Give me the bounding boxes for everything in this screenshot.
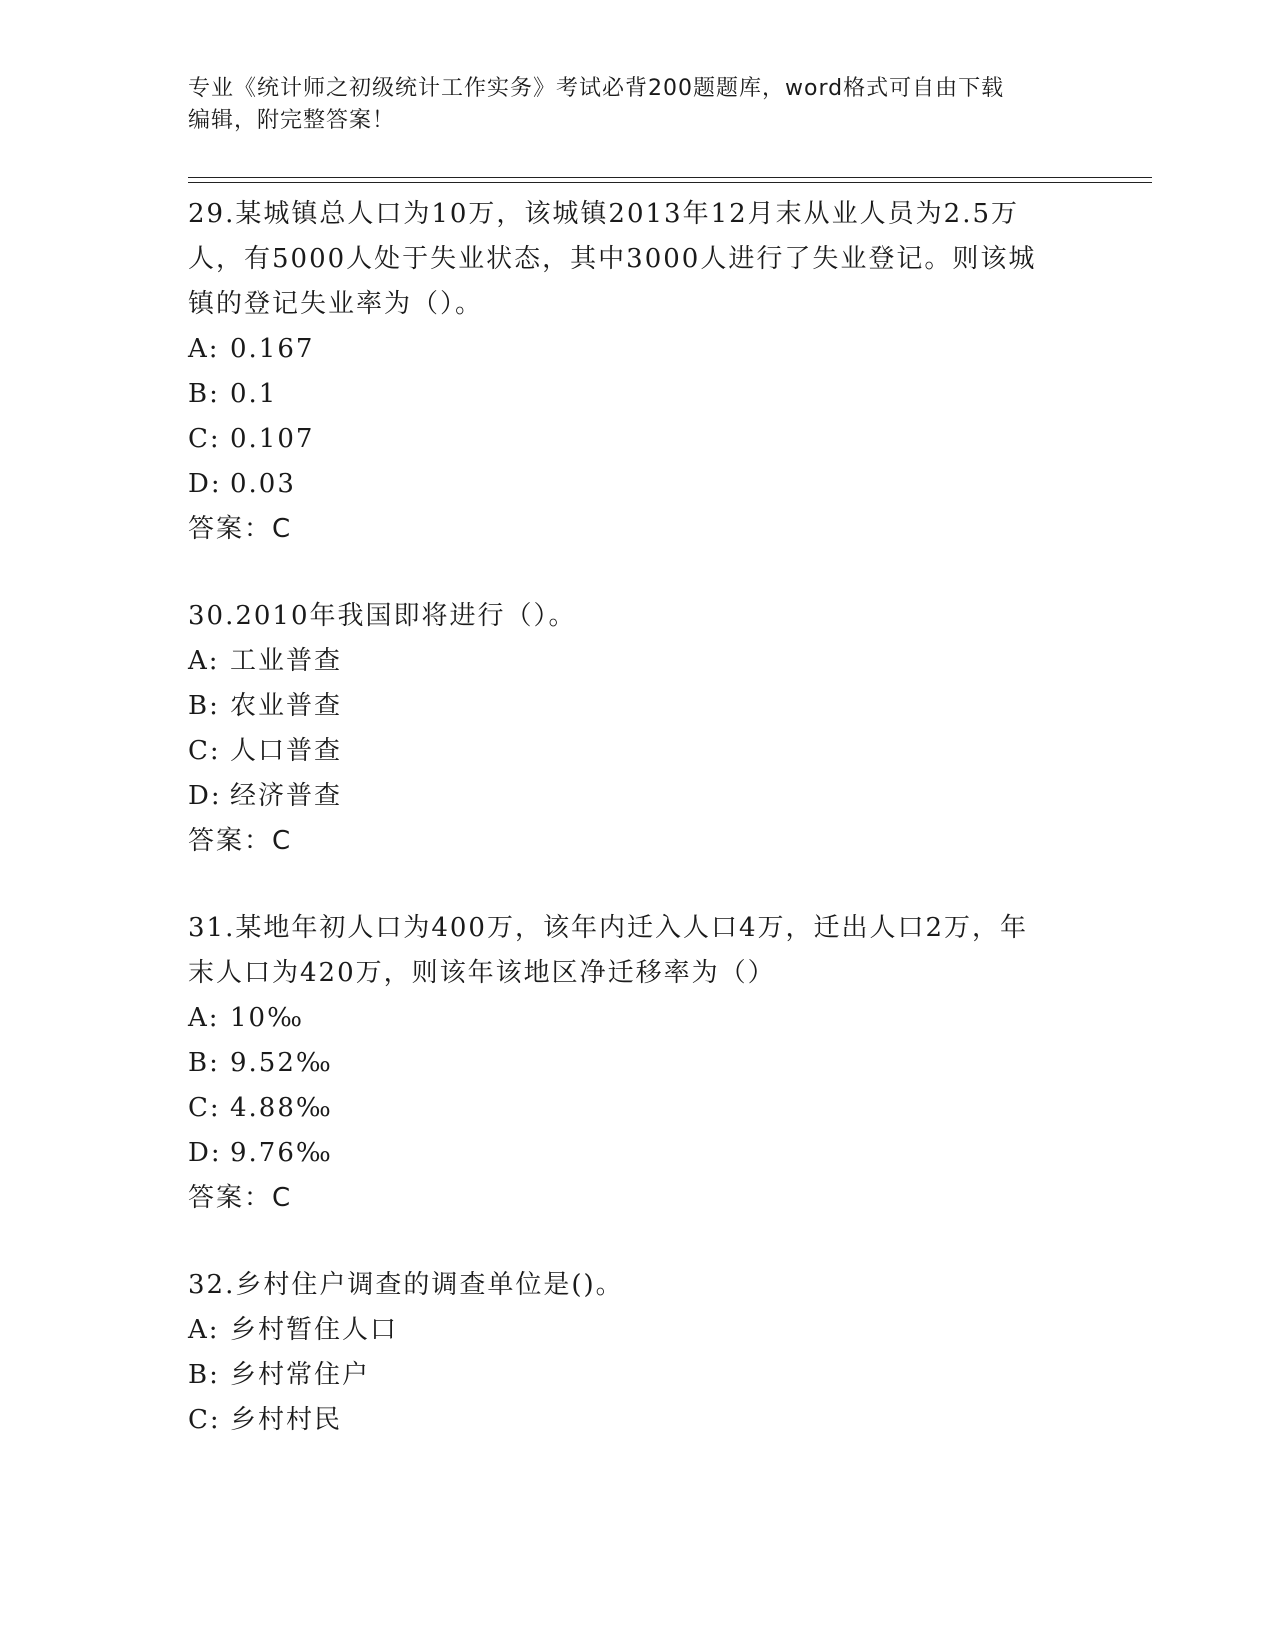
option-text: 9.76‰ — [230, 1138, 333, 1168]
question-block — [188, 906, 1088, 1221]
option-text: 4.88‰ — [230, 1093, 333, 1123]
answer-line — [188, 819, 1088, 864]
answer-option — [188, 1353, 1088, 1398]
header-divider-top — [188, 177, 1152, 178]
answer-label: 答案： — [188, 826, 273, 856]
header-line-2: 编辑，附完整答案！ — [188, 108, 396, 133]
option-text: 9.52‰ — [230, 1048, 333, 1078]
question-stem-line: 29.某城镇总人口为10万，该城镇2013年12月末从业人员为2.5万 — [188, 199, 1020, 229]
option-text: 0.107 — [230, 424, 315, 454]
answer-option — [188, 774, 1088, 819]
option-text: 人口普查 — [230, 736, 343, 766]
question-block — [188, 594, 1088, 864]
option-letter: B: — [188, 1048, 220, 1078]
answer-option — [188, 417, 1088, 462]
answer-option — [188, 639, 1088, 684]
option-letter: D: — [188, 469, 222, 499]
option-letter: D: — [188, 1138, 222, 1168]
answer-option — [188, 729, 1088, 774]
question-stem-line: 32.乡村住户调查的调查单位是()。 — [188, 1270, 624, 1300]
question-block — [188, 1263, 1088, 1443]
answer-option — [188, 327, 1088, 372]
option-letter: A: — [188, 1003, 220, 1033]
answer-value: C — [272, 514, 293, 544]
option-letter: C: — [188, 1093, 221, 1123]
answer-value: C — [272, 1183, 293, 1213]
option-letter: C: — [188, 1405, 221, 1435]
option-letter: A: — [188, 1315, 220, 1345]
option-text: 农业普查 — [230, 691, 343, 721]
answer-label: 答案： — [188, 1183, 273, 1213]
answer-line — [188, 1176, 1088, 1221]
answer-option — [188, 1398, 1088, 1443]
option-text: 经济普查 — [230, 781, 343, 811]
question-stem-line: 人，有5000人处于失业状态，其中3000人进行了失业登记。则该城 — [188, 244, 1037, 274]
answer-option — [188, 684, 1088, 729]
question-stem-line: 31.某地年初人口为400万，该年内迁入人口4万，迁出人口2万，年 — [188, 913, 1029, 943]
option-letter: C: — [188, 736, 221, 766]
question-stem-line: 末人口为420万，则该年该地区净迁移率为（） — [188, 958, 776, 988]
question-stem-line: 镇的登记失业率为（）。 — [188, 289, 484, 319]
option-text: 工业普查 — [230, 646, 343, 676]
option-letter: A: — [188, 646, 220, 676]
header-line-1: 专业《统计师之初级统计工作实务》考试必背200题题库，word格式可自由下载 — [188, 76, 1005, 101]
option-text: 0.167 — [230, 334, 315, 364]
option-text: 0.1 — [230, 379, 278, 409]
option-text: 乡村暂住人口 — [230, 1315, 399, 1345]
answer-option — [188, 1308, 1088, 1353]
question-list — [188, 192, 1088, 1485]
option-letter: A: — [188, 334, 220, 364]
option-text: 乡村村民 — [230, 1405, 343, 1435]
answer-line — [188, 507, 1088, 552]
answer-option — [188, 1086, 1088, 1131]
option-letter: B: — [188, 691, 220, 721]
option-letter: B: — [188, 1360, 220, 1390]
answer-value: C — [272, 826, 293, 856]
option-text: 乡村常住户 — [230, 1360, 371, 1390]
answer-option — [188, 996, 1088, 1041]
answer-option — [188, 462, 1088, 507]
answer-option — [188, 1131, 1088, 1176]
answer-option — [188, 372, 1088, 417]
option-letter: D: — [188, 781, 222, 811]
question-stem-line: 30.2010年我国即将进行（）。 — [188, 601, 577, 631]
question-block — [188, 192, 1088, 552]
option-text: 10‰ — [230, 1003, 304, 1033]
option-letter: C: — [188, 424, 221, 454]
option-text: 0.03 — [230, 469, 296, 499]
header-divider-bottom — [188, 182, 1152, 183]
answer-option — [188, 1041, 1088, 1086]
answer-label: 答案： — [188, 514, 273, 544]
document-header — [188, 73, 1088, 137]
option-letter: B: — [188, 379, 220, 409]
